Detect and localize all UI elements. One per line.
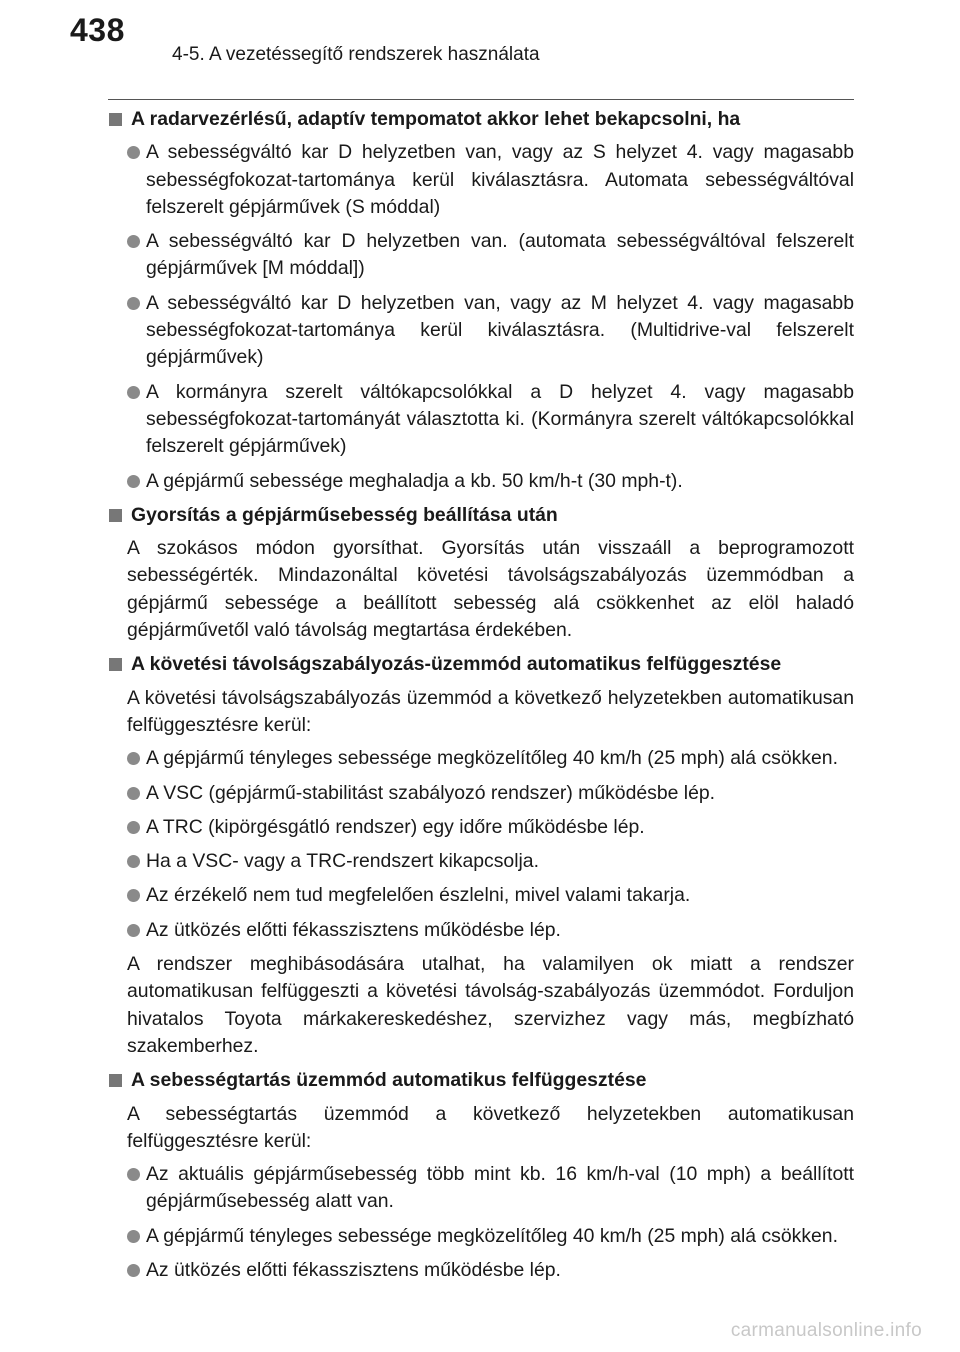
list-item	[127, 468, 854, 495]
list-item	[127, 1257, 854, 1284]
section-heading-text: A sebességtartás üzemmód automatikus felfüggesztése	[131, 1069, 647, 1092]
list-item	[127, 1161, 854, 1216]
round-bullet-icon	[127, 1168, 140, 1181]
round-bullet-icon	[127, 1230, 140, 1243]
square-bullet-icon	[109, 1074, 122, 1087]
list-item-text: A TRC (kipörgésgátló rendszer) egy időre működésbe lép.	[146, 815, 645, 838]
section-heading	[108, 106, 854, 133]
list-item	[127, 780, 854, 807]
list-item	[127, 379, 854, 461]
list-item	[127, 1223, 854, 1250]
paragraph: A követési távolságszabályozás üzemmód a következő helyzetekben automatikusan felfüggesztésre kerül:	[127, 686, 854, 736]
paragraph: A sebességtartás üzemmód a következő helyzetekben automatikusan felfüggesztésre kerül:	[127, 1102, 854, 1152]
round-bullet-icon	[127, 1264, 140, 1277]
section-heading	[108, 502, 854, 529]
chapter-title: 4-5. A vezetéssegítő rendszerek használata	[172, 44, 540, 65]
square-bullet-icon	[109, 509, 122, 522]
watermark-text: carmanualsonline.info	[730, 1320, 922, 1341]
section-distance-mode-cancel	[108, 651, 854, 1060]
round-bullet-icon	[127, 924, 140, 937]
section-heading	[108, 651, 854, 678]
round-bullet-icon	[127, 752, 140, 765]
section-constant-speed-cancel	[108, 1067, 854, 1284]
round-bullet-icon	[127, 855, 140, 868]
header-divider	[108, 99, 854, 100]
list-item-text: Az ütközés előtti fékasszisztens működésbe lép.	[146, 918, 561, 941]
list-item	[127, 848, 854, 875]
paragraph: A szokásos módon gyorsíthat. Gyorsítás után visszaáll a beprogramozott sebességérték. Mindazonáltal követési távolságszabályozás üzemmódban a gépjármű sebessége a beállított sebesség alá csökkenhet az elöl haladó gépjárművetől való távolság megtartása érdekében.	[127, 537, 854, 642]
square-bullet-icon	[109, 658, 122, 671]
section-acceleration	[108, 502, 854, 644]
section-heading	[108, 1067, 854, 1094]
list-item-text: Az ütközés előtti fékasszisztens működésbe lép.	[146, 1258, 561, 1281]
round-bullet-icon	[127, 821, 140, 834]
square-bullet-icon	[109, 113, 122, 126]
list-item-text: Az aktuális gépjárműsebesség több mint kb. 16 km/h-val (10 mph) a beállított gépjárműsebesség alatt van.	[146, 1163, 854, 1213]
list-item-text: A sebességváltó kar D helyzetben van, vagy az M helyzet 4. vagy magasabb sebességfokozat-tartománya kerül kiválasztásra. (Multidrive-val felszerelt gépjárművek)	[146, 291, 854, 369]
list-item-text: A kormányra szerelt váltókapcsolókkal a D helyzet 4. vagy magasabb sebességfokozat-tartományát választotta ki. (Kormányra szerelt váltókapcsolókkal felszerelt gépjárművek)	[146, 380, 854, 458]
round-bullet-icon	[127, 475, 140, 488]
list-item	[127, 745, 854, 772]
list-item	[127, 882, 854, 909]
list-item	[127, 814, 854, 841]
page-content	[108, 106, 854, 1291]
paragraph: A rendszer meghibásodására utalhat, ha valamilyen ok miatt a rendszer automatikusan felfüggeszti a követési távolság-szabályozás üzemmódot. Forduljon hivatalos Toyota márkakereskedéshez, szervizhez vagy más, megbízható szakemberhez.	[127, 953, 854, 1057]
section-heading-text: A követési távolságszabályozás-üzemmód automatikus felfüggesztése	[131, 653, 782, 676]
list-item-text: Az érzékelő nem tud megfelelően észlelni, mivel valami takarja.	[146, 884, 691, 907]
list-item-text: A sebességváltó kar D helyzetben van, vagy az S helyzet 4. vagy magasabb sebességfokozat-tartománya kerül kiválasztásra. Automata sebességváltóval felszerelt gépjárművek (S móddal)	[146, 141, 854, 218]
list-item-text: A sebességváltó kar D helyzetben van. (automata sebességváltóval felszerelt gépjárművek [M móddal])	[146, 230, 854, 280]
list-item-text: A gépjármű tényleges sebessége megközelítőleg 40 km/h (25 mph) alá csökken.	[146, 747, 838, 770]
list-item-text: Ha a VSC- vagy a TRC-rendszert kikapcsolja.	[146, 850, 539, 873]
page-number: 438	[70, 12, 125, 48]
list-item	[127, 917, 854, 944]
section-activation-conditions	[108, 106, 854, 495]
round-bullet-icon	[127, 386, 140, 399]
section-heading-text: A radarvezérlésű, adaptív tempomatot akkor lehet bekapcsolni, ha	[131, 108, 741, 130]
list-item-text: A gépjármű sebessége meghaladja a kb. 50 km/h-t (30 mph-t).	[146, 469, 683, 492]
round-bullet-icon	[127, 787, 140, 800]
list-item	[127, 290, 854, 372]
round-bullet-icon	[127, 297, 140, 310]
round-bullet-icon	[127, 889, 140, 902]
section-heading-text: Gyorsítás a gépjárműsebesség beállítása után	[131, 503, 558, 526]
list-item-text: A gépjármű tényleges sebessége megközelítőleg 40 km/h (25 mph) alá csökken.	[146, 1224, 838, 1247]
page-header	[0, 0, 960, 100]
round-bullet-icon	[127, 146, 140, 159]
list-item	[127, 139, 854, 221]
list-item	[127, 228, 854, 283]
list-item-text: A VSC (gépjármű-stabilitást szabályozó rendszer) működésbe lép.	[146, 781, 716, 804]
round-bullet-icon	[127, 235, 140, 248]
